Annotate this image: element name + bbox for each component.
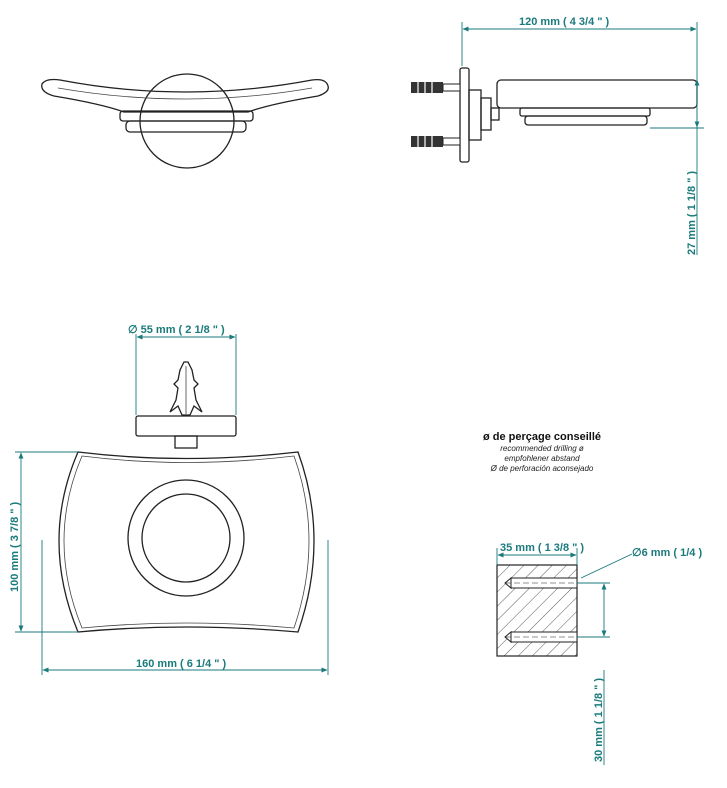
- side-view: [411, 16, 704, 255]
- dish-side: [497, 80, 697, 108]
- note-line-en: recommended drilling ø: [500, 444, 584, 453]
- dim-hole-spacing: 30 mm ( 1 1/8 " ): [593, 677, 605, 762]
- dish-base-bottom: [126, 121, 246, 132]
- drilling-detail: [497, 542, 702, 765]
- dim-drill-diameter: ∅6 mm ( 1/4 ): [632, 547, 703, 559]
- wall-flange: [460, 68, 469, 162]
- note-line-de: empfohlener abstand: [504, 454, 580, 463]
- anchor-upper: [411, 82, 460, 93]
- anchor-lower: [411, 136, 460, 147]
- drilling-note: [483, 431, 601, 473]
- drill-hole-upper: [505, 578, 577, 588]
- front-view: [9, 324, 328, 675]
- dim-height-side: 27 mm ( 1 1/8 " ): [686, 170, 698, 255]
- dim-plate-diameter: ∅ 55 mm ( 2 1/8 " ): [128, 324, 225, 336]
- dim-width-top: 120 mm ( 4 3/4 " ): [519, 16, 610, 28]
- drill-hole-lower: [505, 632, 577, 642]
- dish-ring-inner: [142, 494, 230, 582]
- dim-width-front: 160 mm ( 6 1/4 " ): [136, 658, 227, 670]
- dim-height-front: 100 mm ( 3 7/8 " ): [9, 501, 21, 592]
- anchor-screw: [170, 362, 202, 415]
- dish-curved-top: [42, 80, 329, 113]
- top-view: [42, 74, 329, 168]
- dim-hole-depth: 35 mm ( 1 3/8 " ): [500, 542, 585, 554]
- note-title: ø de perçage conseillé: [483, 431, 601, 443]
- note-line-es: Ø de perforación aconsejado: [490, 464, 594, 473]
- dish-outline-front: [59, 452, 314, 632]
- wall-plate-side: [136, 416, 236, 436]
- dish-ring-outer: [128, 480, 244, 596]
